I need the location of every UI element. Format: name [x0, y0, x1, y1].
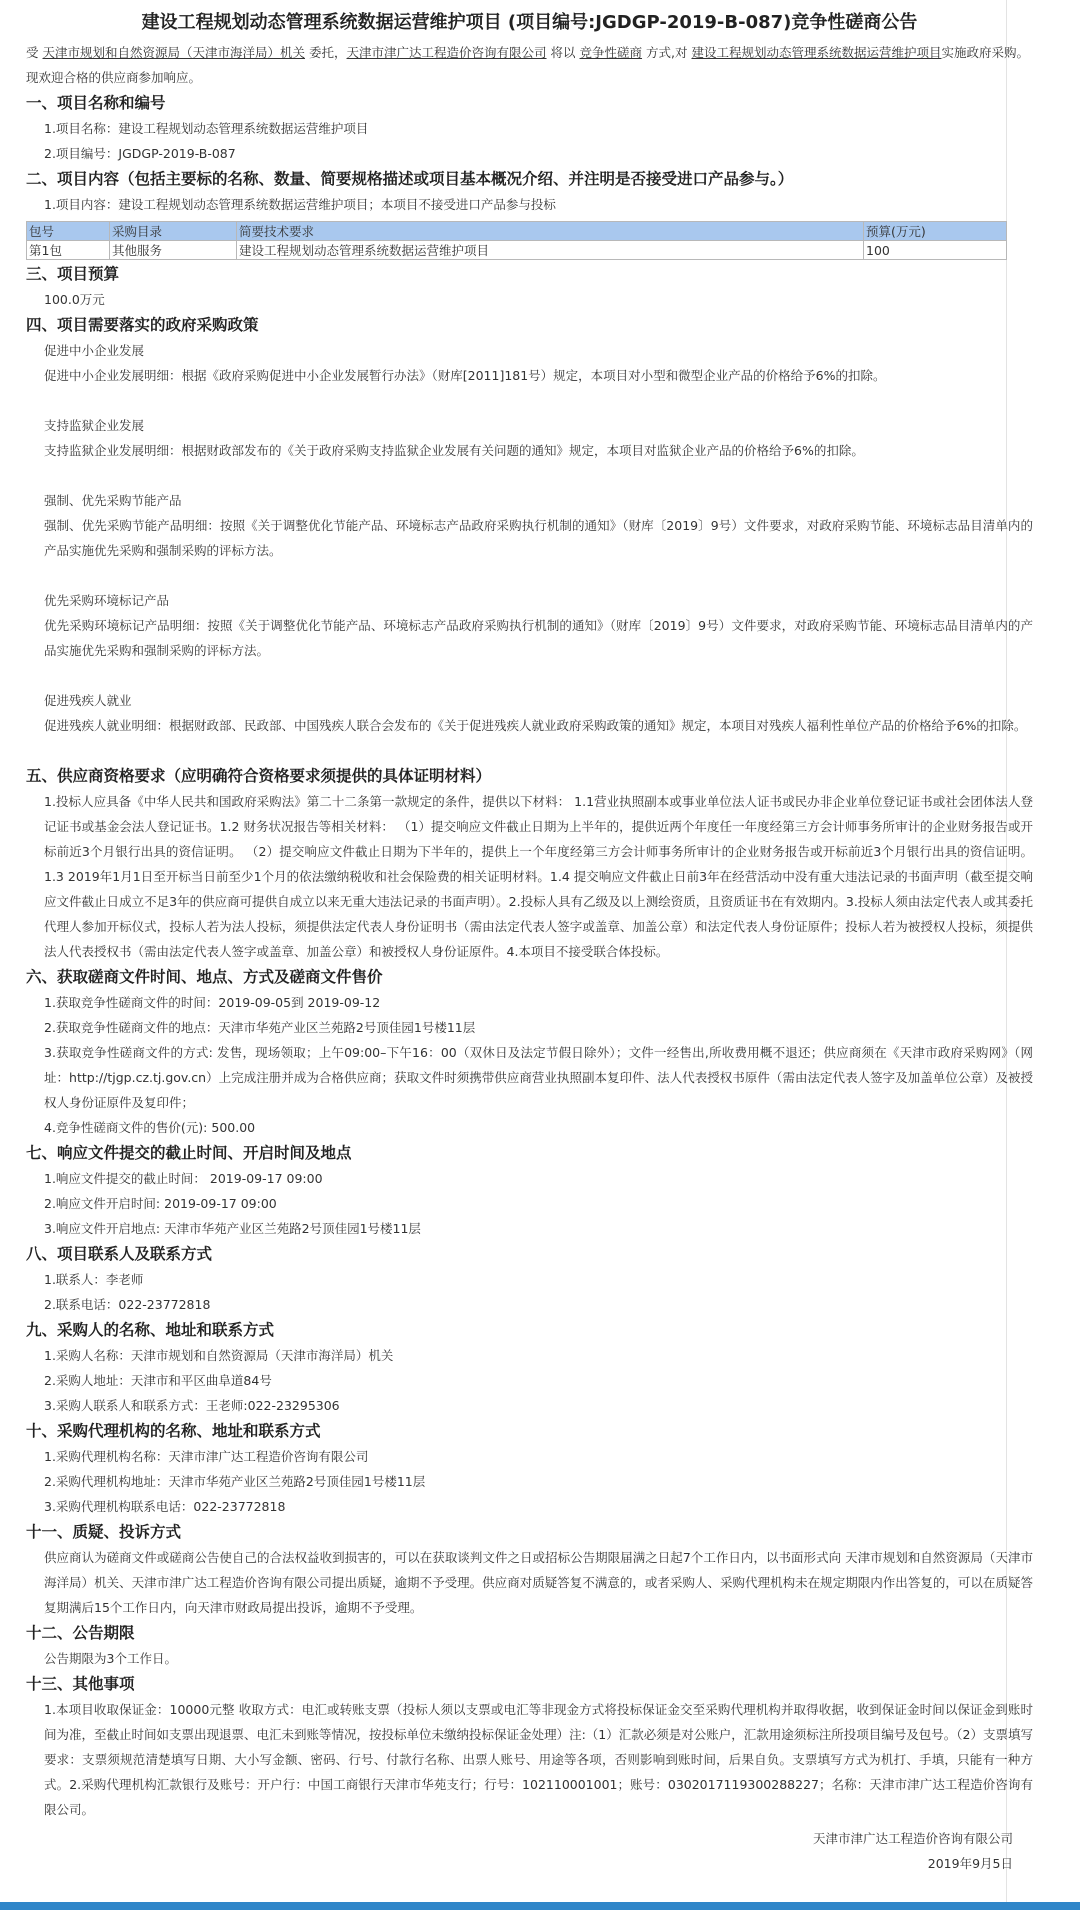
purchaser-address: 2.采购人地址：天津市和平区曲阜道84号	[44, 1373, 272, 1388]
col-package: 包号	[27, 222, 110, 241]
agent-name: 1.采购代理机构名称：天津市津广达工程造价咨询有限公司	[44, 1449, 369, 1464]
contact-person: 1.联系人：李老师	[44, 1272, 144, 1287]
notice-period: 公告期限为3个工作日。	[44, 1651, 177, 1666]
cell-package: 第1包	[27, 241, 110, 260]
submit-deadline: 1.响应文件提交的截止时间： 2019-09-17 09:00	[44, 1171, 323, 1186]
policy-title: 促进中小企业发展	[44, 343, 145, 358]
open-time: 2.响应文件开启时间: 2019-09-17 09:00	[44, 1196, 277, 1211]
col-requirement: 简要技术要求	[237, 222, 864, 241]
section-title: 十三、其他事项	[26, 1675, 135, 1693]
section-title: 二、项目内容（包括主要标的名称、数量、简要规格描述或项目基本概况介绍、并注明是否接受进口产品参与。）	[26, 170, 794, 188]
col-budget: 预算(万元)	[864, 222, 1007, 241]
policy-text: 优先采购环境标记产品明细：按照《关于调整优化节能产品、环境标志产品政府采购执行机制的通知》（财库〔2019〕9号）文件要求，对政府采购节能、环境标志品目清单内的产品实施优先采购和强制采购的评标方法。	[44, 618, 1033, 658]
col-catalog: 采购目录	[110, 222, 237, 241]
signature-date: 2019年9月5日	[927, 1856, 1013, 1871]
table-row	[27, 241, 1007, 260]
policy-title: 强制、优先采购节能产品	[44, 493, 182, 508]
section-title: 八、项目联系人及联系方式	[26, 1245, 213, 1263]
qualification-text: 1.投标人应具备《中华人民共和国政府采购法》第二十二条第一款规定的条件，提供以下材料： 1.1营业执照副本或事业单位法人证书或民办非企业单位登记证书或社会团体法人登记证书或基金会法人登记证书。1.2 财务状况报告等相关材料： （1）提交响应文件截止日期为上半年的，提供近两个年度任一年度经第三方会计师事务所审计的企业财务报告或开标前近3个月银行出具的资信证明。 （2）提交响应文件截止日期为下半年的，提供上一个年度经第三方会计师事务所审计的企业财务报告或开标前近3个月银行出具的资信证明。1.3 2019年1月1日至开标当日前至少1个月的依法缴纳税收和社会保险费的相关证明材料。1.4 提交响应文件截止日前3年在经营活动中没有重大违法记录的书面声明（截至提交响应文件截止日成立不足3年的供应商可提供自成立以来无重大违法记录的书面声明）。2.投标人具有乙级及以上测绘资质，且资质证书在有效期内。3.投标人须由法定代表人或其委托代理人参加开标仪式，投标人若为法人投标，须提供法定代表人身份证明书（需由法定代表人签字或盖章、加盖公章）和法定代表人身份证原件；投标人若为被授权人投标，须提供法人代表授权书（需由法定代表人签字或盖章、加盖公章）和被授权人身份证原件。4.本项目不接受联合体投标。	[44, 794, 1033, 959]
table-header-row	[27, 222, 1007, 241]
method-link[interactable]: 竞争性磋商	[579, 45, 643, 60]
agent-phone: 3.采购代理机构联系电话：022-23772818	[44, 1499, 286, 1514]
complaint-text: 供应商认为磋商文件或磋商公告使自己的合法权益收到损害的，可以在获取谈判文件之日或招标公告期限届满之日起7个工作日内，以书面形式向 天津市规划和自然资源局（天津市海洋局）机关、天津市津广达工程造价咨询有限公司提出质疑，逾期不予受理。供应商对质疑答复不满意的，或者采购人、采购代理机构未在规定期限内作出答复的，可以在质疑答复期满后15个工作日内，向天津市财政局提出投诉，逾期不予受理。	[44, 1550, 1033, 1615]
package-table	[26, 221, 1007, 260]
doc-way: 3.获取竞争性磋商文件的方式: 发售，现场领取；上午09:00–下午16：00（双休日及法定节假日除外）；文件一经售出,所收费用概不退还；供应商须在《天津市政府采购网》（网址：http://tjgp.cz.tj.gov.cn）上完成注册并成为合格供应商；获取文件时须携带供应商营业执照副本复印件、法人代表授权书原件（需由法定代表人签字及加盖单位公章）及被授权人身份证原件及复印件；	[44, 1045, 1033, 1110]
policy-text: 强制、优先采购节能产品明细：按照《关于调整优化节能产品、环境标志产品政府采购执行机制的通知》（财库〔2019〕9号）文件要求，对政府采购节能、环境标志品目清单内的产品实施优先采购和强制采购的评标方法。	[44, 518, 1033, 558]
project-content: 1.项目内容：建设工程规划动态管理系统数据运营维护项目；本项目不接受进口产品参与投标	[44, 197, 556, 212]
section-title: 六、获取磋商文件时间、地点、方式及磋商文件售价	[26, 968, 383, 986]
other-matters: 1.本项目收取保证金：10000元整 收取方式：电汇或转账支票（投标人须以支票或电汇等非现金方式将投标保证金交至采购代理机构并取得收据，收到保证金时间以保证金到账时间为准，至截止时间如支票出现退票、电汇未到账等情况，按投标单位未缴纳投标保证金处理）注:（1）汇款必须是对公账户，汇款用途须标注所投项目编号及包号。（2）支票填写要求：支票须规范清楚填写日期、大小写金额、密码、行号、付款行名称、出票人账号、用途等各项，否则影响到账时间，后果自负。支票填写方式为机打、手填，只能有一种方式。2.采购代理机构汇款银行及账号：开户行：中国工商银行天津市华苑支行；行号：102110001001；账号：0302017119300288227；名称：天津市津广达工程造价咨询有限公司。	[44, 1702, 1033, 1817]
project-code: 2.项目编号：JGDGP-2019-B-087	[44, 146, 236, 161]
section-title: 一、项目名称和编号	[26, 94, 166, 112]
cell-requirement: 建设工程规划动态管理系统数据运营维护项目	[237, 241, 864, 260]
policy-title: 优先采购环境标记产品	[44, 593, 170, 608]
policy-text: 促进中小企业发展明细：根据《政府采购促进中小企业发展暂行办法》（财库[2011]181号）规定，本项目对小型和微型企业产品的价格给予6%的扣除。	[44, 368, 886, 383]
signature-org: 天津市津广达工程造价咨询有限公司	[812, 1831, 1013, 1846]
section-title: 九、采购人的名称、地址和联系方式	[26, 1321, 275, 1339]
page-title: 建设工程规划动态管理系统数据运营维护项目 (项目编号:JGDGP-2019-B-087)竞争性磋商公告	[141, 12, 918, 33]
section-title: 四、项目需要落实的政府采购政策	[26, 316, 259, 334]
policy-text: 促进残疾人就业明细：根据财政部、民政部、中国残疾人联合会发布的《关于促进残疾人就业政府采购政策的通知》规定，本项目对残疾人福利性单位产品的价格给予6%的扣除。	[44, 718, 1027, 733]
agent-address: 2.采购代理机构地址：天津市华苑产业区兰苑路2号顶佳园1号楼11层	[44, 1474, 426, 1489]
cell-catalog: 其他服务	[110, 241, 237, 260]
doc-price: 4.竞争性磋商文件的售价(元): 500.00	[44, 1120, 256, 1135]
doc-place: 2.获取竞争性磋商文件的地点：天津市华苑产业区兰苑路2号顶佳园1号楼11层	[44, 1020, 476, 1035]
section-title: 十一、质疑、投诉方式	[26, 1523, 182, 1541]
section-title: 三、项目预算	[26, 265, 120, 283]
doc-time: 1.获取竞争性磋商文件的时间：2019-09-05到 2019-09-12	[44, 995, 381, 1010]
policy-title: 促进残疾人就业	[44, 693, 132, 708]
agency-link[interactable]: 天津市规划和自然资源局（天津市海洋局）机关	[42, 45, 306, 60]
project-link[interactable]: 建设工程规划动态管理系统数据运营维护项目	[691, 45, 942, 60]
section-title: 十二、公告期限	[26, 1624, 135, 1642]
contact-phone: 2.联系电话：022-23772818	[44, 1297, 211, 1312]
open-place: 3.响应文件开启地点: 天津市华苑产业区兰苑路2号顶佳园1号楼11层	[44, 1221, 421, 1236]
budget-value: 100.0万元	[44, 292, 105, 307]
policy-title: 支持监狱企业发展	[44, 418, 145, 433]
section-title: 五、供应商资格要求（应明确符合资格要求须提供的具体证明材料）	[26, 767, 492, 785]
purchaser-contact: 3.采购人联系人和联系方式：王老师:022-23295306	[44, 1398, 340, 1413]
bottom-bar	[0, 1902, 1080, 1910]
project-name: 1.项目名称：建设工程规划动态管理系统数据运营维护项目	[44, 121, 369, 136]
policy-text: 支持监狱企业发展明细：根据财政部发布的《关于政府采购支持监狱企业发展有关问题的通知》规定，本项目对监狱企业产品的价格给予6%的扣除。	[44, 443, 864, 458]
section-title: 十、采购代理机构的名称、地址和联系方式	[26, 1422, 321, 1440]
cell-budget: 100	[864, 241, 1007, 260]
intro-paragraph: 受 天津市规划和自然资源局（天津市海洋局）机关 委托，天津市津广达工程造价咨询有限公司 将以 竞争性磋商 方式,对 建设工程规划动态管理系统数据运营维护项目实施政府采购。现欢迎合格的供应商参加响应。	[26, 45, 1030, 85]
purchaser-name: 1.采购人名称：天津市规划和自然资源局（天津市海洋局）机关	[44, 1348, 394, 1363]
agent-link[interactable]: 天津市津广达工程造价咨询有限公司	[346, 45, 547, 60]
section-title: 七、响应文件提交的截止时间、开启时间及地点	[26, 1144, 352, 1162]
